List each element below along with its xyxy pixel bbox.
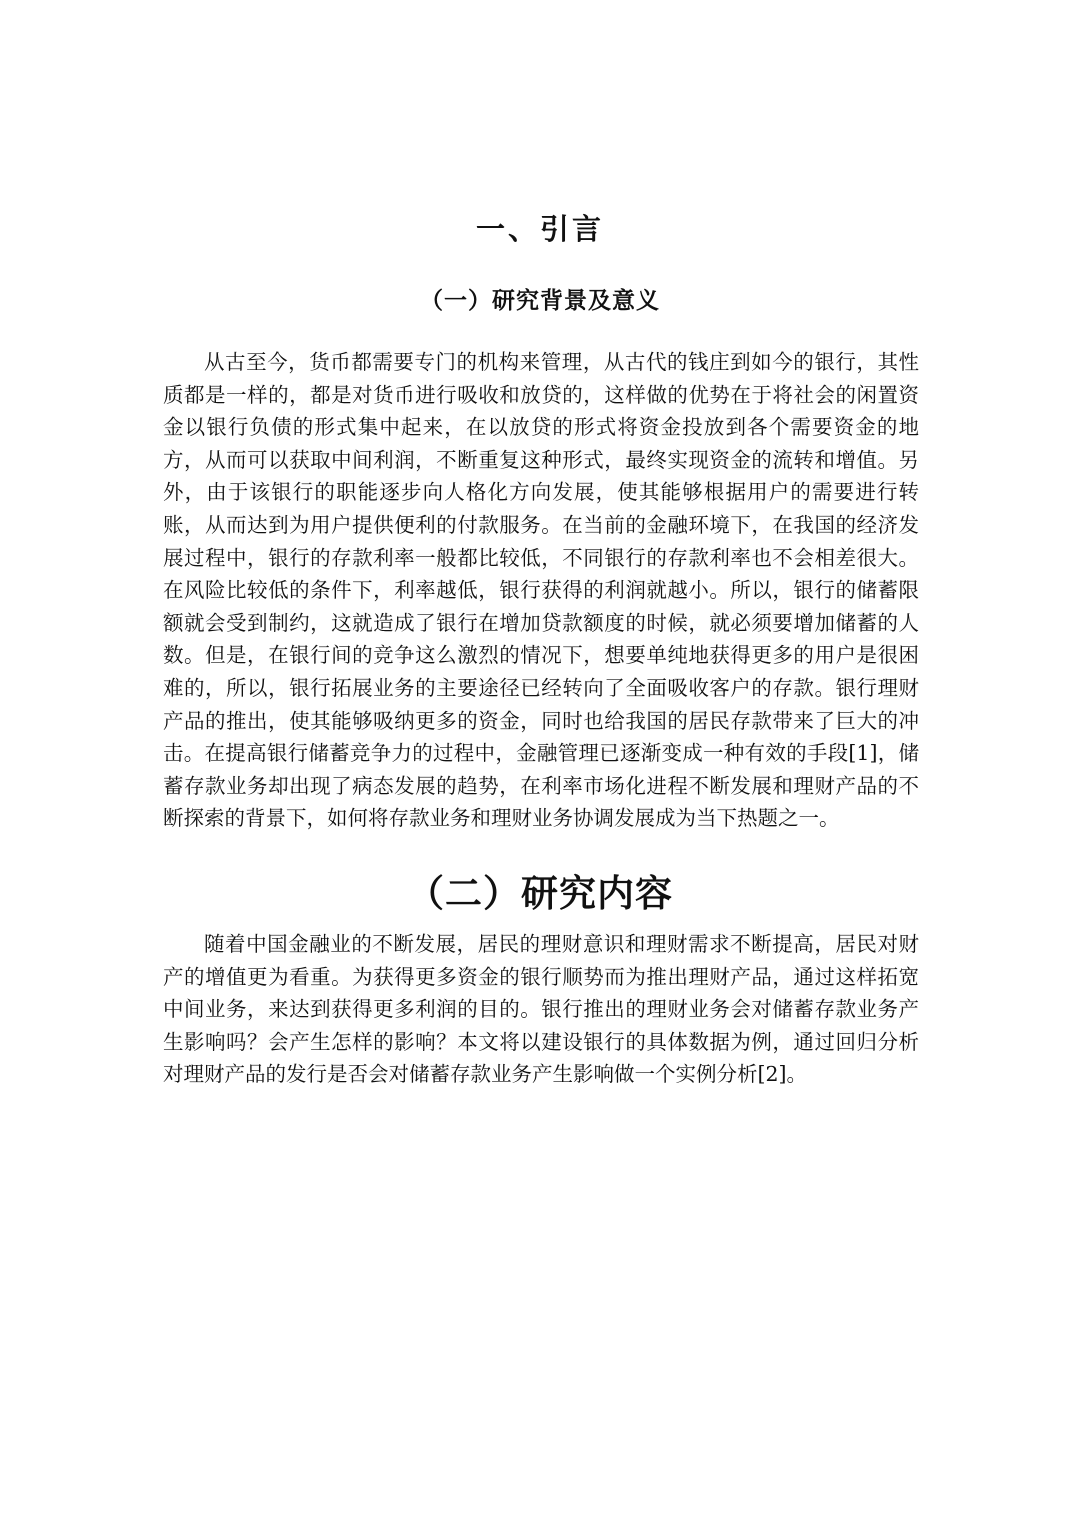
- subsection-heading-background: （一）研究背景及意义: [420, 288, 660, 314]
- section-heading-introduction: 一、引言: [475, 212, 604, 246]
- subsection-heading-content: （二）研究内容: [407, 872, 673, 915]
- paragraph-background: 从古至今，货币都需要专门的机构来管理，从古代的钱庄到如今的银行，其性质都是一样的，都是对货币进行吸收和放贷的，这样做的优势在于将社会的闲置资金以银行负债的形式集中起来，在以放贷的形式将资金投放到各个需要资金的地方，从而可以获取中间利润，不断重复这种形式，最终实现资金的流转和增值。另外，由于该银行的职能逐步向人格化方向发展，使其能够根据用户的需要进行转账，从而达到为用户提供便利的付款服务。在当前的金融环境下，在我国的经济发展过程中，银行的存款利率一般都比较低，不同银行的存款利率也不会相差很大。在风险比较低的条件下，利率越低，银行获得的利润就越小。所以，银行的储蓄限额就会受到制约，这就造成了银行在增加贷款额度的时候，就必须要增加储蓄的人数。但是，在银行间的竞争这么激烈的情况下，想要单纯地获得更多的用户是很困难的，所以，银行拓展业务的主要途径已经转向了全面吸收客户的存款。银行理财产品的推出，使其能够吸纳更多的资金，同时也给我国的居民存款带来了巨大的冲击。在提高银行储蓄竞争力的过程中，金融管理已逐渐变成一种有效的手段[1]，储蓄存款业务却出现了病态发展的趋势，在利率市场化进程不断发展和理财产品的不断探索的背景下，如何将存款业务和理财业务协调发展成为当下热题之一。: [163, 350, 919, 831]
- paragraph-content: 随着中国金融业的不断发展，居民的理财意识和理财需求不断提高，居民对财产的增值更为看重。为获得更多资金的银行顺势而为推出理财产品，通过这样拓宽中间业务，来达到获得更多利润的目的。银行推出的理财业务会对储蓄存款业务产生影响吗？会产生怎样的影响？本文将以建设银行的具体数据为例，通过回归分析对理财产品的发行是否会对储蓄存款业务产生影响做一个实例分析[2]。: [163, 932, 919, 1087]
